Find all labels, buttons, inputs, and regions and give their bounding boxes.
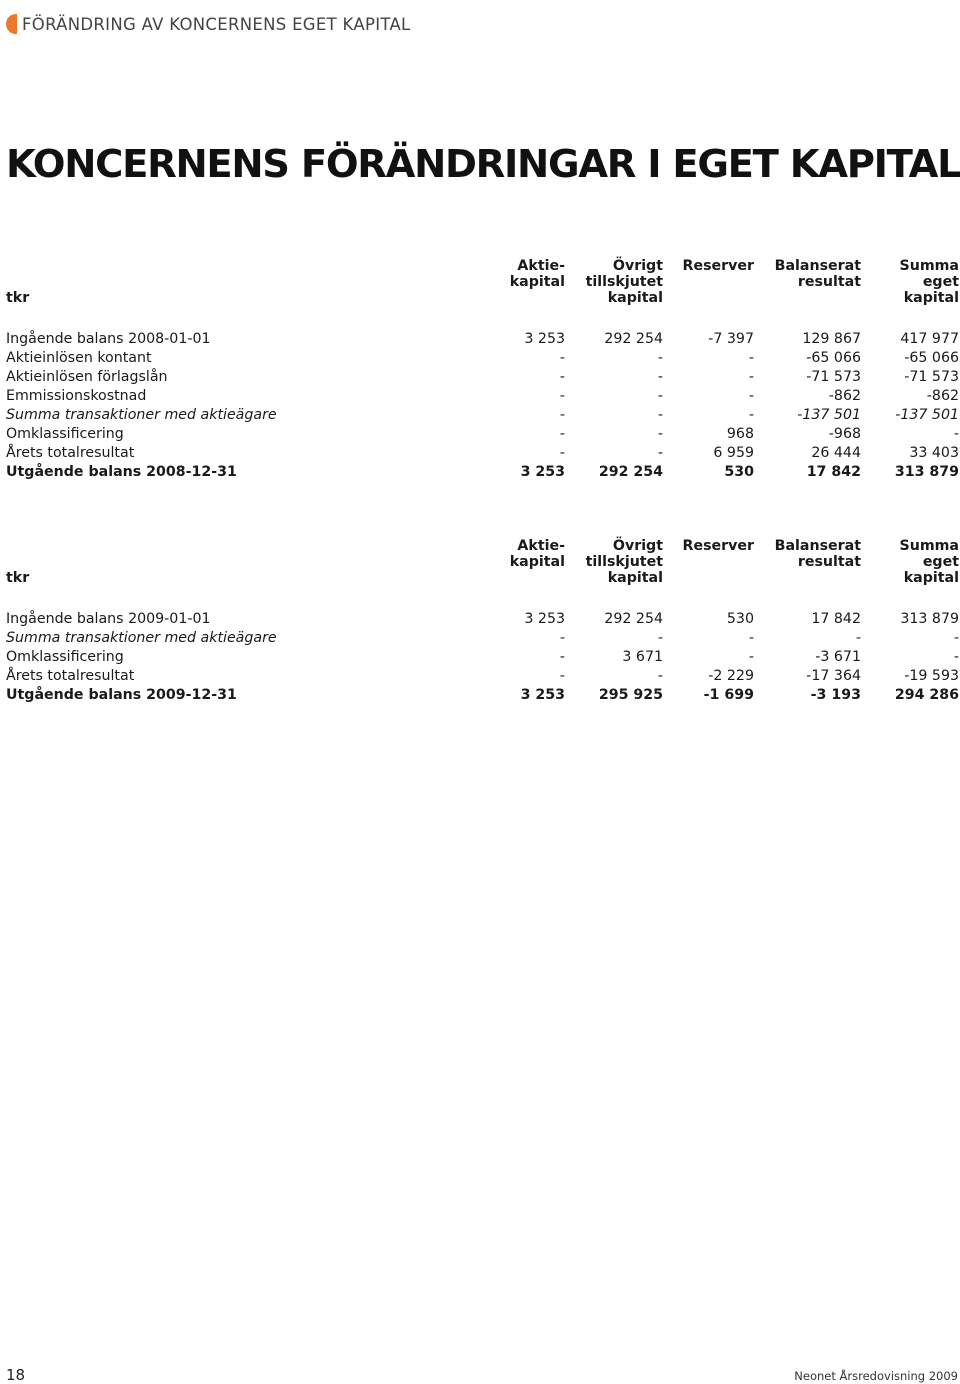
column-header [900,258,959,306]
table-cell: 3 253 [520,464,565,480]
column-header [510,538,565,570]
table-cell: - [657,630,663,646]
column-header-line: tillskjutet [585,274,663,290]
table-row [6,648,959,667]
table-cell: - [657,407,663,423]
column-header [586,258,663,306]
table-cell: - [657,445,663,461]
table-cell: - [559,649,565,665]
table-cell: - [748,630,754,646]
table-cell: - [657,350,663,366]
column-header-line: Övrigt [612,258,663,274]
column-header-line: Aktie- [517,258,565,274]
page-title: KONCERNENS FÖRÄNDRINGAR I EGET KAPITAL [6,142,960,187]
table-cell: -862 [926,388,959,404]
row-label: Utgående balans 2008-12-31 [6,464,237,480]
row-label: Årets totalresultat [6,668,135,684]
row-label: Emmissionskostnad [6,388,147,404]
table-body [6,330,959,482]
section-header [6,12,411,36]
table-cell: 3 253 [524,331,565,347]
row-label: Ingående balans 2008-01-01 [6,331,211,347]
table-cell: - [748,350,754,366]
table-cell: - [559,407,565,423]
table-cell: 3 253 [520,687,565,703]
table-cell: - [657,388,663,404]
table-cell: -17 364 [806,668,861,684]
table-cell: -3 671 [815,649,861,665]
table-cell: 313 879 [900,611,959,627]
table-cell: - [855,630,861,646]
column-header-line: Summa [899,538,959,554]
table-cell: -137 501 [797,407,861,423]
table-cell: 294 286 [894,687,959,703]
table-row [6,406,959,425]
page-number: 18 [6,1366,26,1384]
table-cell: - [953,649,959,665]
table-body [6,610,959,705]
table-cell: -65 066 [904,350,959,366]
table-cell: - [657,369,663,385]
table-cell: -65 066 [806,350,861,366]
row-label: Summa transaktioner med aktieägare [6,630,277,646]
table-cell: 26 444 [811,445,861,461]
table-cell: 530 [724,464,754,480]
table-row [6,629,959,648]
column-header-line: kapital [607,570,663,586]
table-cell: 3 671 [622,649,663,665]
unit-label: tkr [6,290,30,306]
column-header [683,258,754,274]
column-header-line: Summa [899,258,959,274]
column-header [586,538,663,586]
table-cell: 417 977 [900,331,959,347]
table-cell: 17 842 [811,611,861,627]
table-cell: 3 253 [524,611,565,627]
table-cell: - [559,630,565,646]
table-cell: - [953,630,959,646]
table-cell: - [953,426,959,442]
column-header-line: Reserver [682,258,754,274]
table-cell: -3 193 [810,687,861,703]
column-header [775,538,861,570]
section-marker-icon [6,14,17,34]
table-cell: -968 [828,426,861,442]
table-cell: -862 [828,388,861,404]
table-header [6,538,959,588]
table-cell: 17 842 [806,464,861,480]
table-cell: - [559,426,565,442]
table-cell: -7 397 [708,331,754,347]
row-label: Årets totalresultat [6,445,135,461]
table-cell: 292 254 [598,464,663,480]
row-label: Utgående balans 2009-12-31 [6,687,237,703]
column-header-line: kapital [607,290,663,306]
column-header-line: Aktie- [517,538,565,554]
row-label: Omklassificering [6,426,124,442]
table-cell: - [657,668,663,684]
table-cell: - [748,649,754,665]
table-row [6,425,959,444]
table-cell: -19 593 [904,668,959,684]
column-header [900,538,959,586]
table-row [6,610,959,629]
table-row [6,349,959,368]
column-header [775,258,861,290]
table-cell: 33 403 [909,445,959,461]
table-cell: -71 573 [806,369,861,385]
column-header [510,258,565,290]
column-header-line: tillskjutet [585,554,663,570]
table-cell: 295 925 [598,687,663,703]
table-row [6,463,959,482]
column-header-line: eget [922,554,959,570]
column-header-line: Balanserat [774,538,861,554]
table-cell: 313 879 [894,464,959,480]
table-row [6,368,959,387]
column-header-line: kapital [509,274,565,290]
table-row [6,667,959,686]
table-cell: 129 867 [802,331,861,347]
row-label: Ingående balans 2009-01-01 [6,611,211,627]
column-header-line: kapital [509,554,565,570]
table-cell: - [748,369,754,385]
unit-label: tkr [6,570,30,586]
row-label: Summa transaktioner med aktieägare [6,407,277,423]
row-label: Omklassificering [6,649,124,665]
table-cell: - [657,426,663,442]
table-cell: - [748,388,754,404]
equity-table-2009 [6,538,959,705]
equity-table-2008 [6,258,959,482]
table-cell: -2 229 [708,668,754,684]
table-cell: 968 [726,426,754,442]
column-header [683,538,754,554]
table-cell: - [559,445,565,461]
column-header-line: Balanserat [774,258,861,274]
column-header-line: kapital [903,570,959,586]
table-header [6,258,959,308]
column-header-line: Reserver [682,538,754,554]
column-header-line: resultat [797,554,861,570]
table-cell: 292 254 [604,611,663,627]
table-cell: 530 [726,611,754,627]
column-header-line: kapital [903,290,959,306]
table-cell: 6 959 [713,445,754,461]
table-row [6,330,959,349]
table-cell: - [559,388,565,404]
table-cell: -71 573 [904,369,959,385]
row-label: Aktieinlösen kontant [6,350,152,366]
column-header-line: resultat [797,274,861,290]
table-cell: -1 699 [703,687,754,703]
table-cell: - [559,369,565,385]
table-cell: - [748,407,754,423]
table-row [6,444,959,463]
table-cell: - [559,668,565,684]
table-cell: - [559,350,565,366]
table-cell: 292 254 [604,331,663,347]
column-header-line: eget [922,274,959,290]
table-cell: -137 501 [895,407,959,423]
section-title: FÖRÄNDRING AV KONCERNENS EGET KAPITAL [22,14,411,34]
table-row [6,686,959,705]
publication-name: Neonet Årsredovisning 2009 [794,1369,958,1383]
row-label: Aktieinlösen förlagslån [6,369,168,385]
table-row [6,387,959,406]
column-header-line: Övrigt [612,538,663,554]
